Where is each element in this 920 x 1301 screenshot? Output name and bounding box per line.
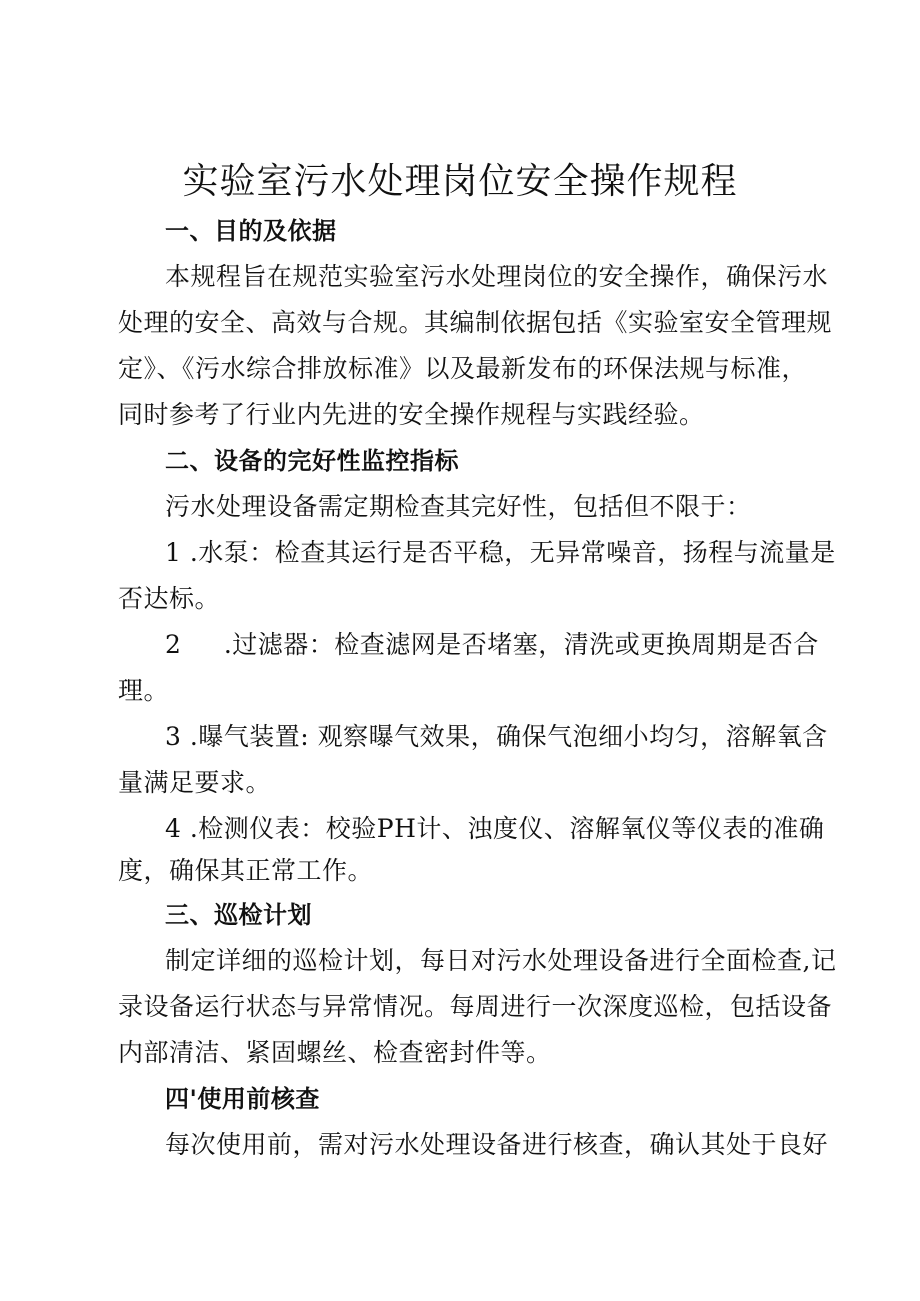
list-item-text: .曝气装置: 观察曝气效果，确保气泡细小均匀，溶解氧含 (181, 722, 828, 751)
list-item-number: 4 (165, 814, 182, 843)
paragraph-line: 制定详细的巡检计划，每日对污水处理设备进行全面检查,记 (165, 946, 837, 975)
section-heading: 二、设备的完好性监控指标 (165, 447, 459, 475)
paragraph-line: 处理的安全、高效与合规。其编制依据包括《实验室安全管理规 (118, 308, 833, 337)
list-item-continuation: 度，确保其正常工作。 (118, 856, 374, 885)
paragraph-line: 本规程旨在规范实验室污水处理岗位的安全操作，确保污水 (165, 262, 829, 291)
list-item-number: 1 (165, 538, 182, 567)
list-item-text: .检测仪表：校验PH计、浊度仪、溶解氧仪等仪表的准确 (181, 814, 825, 843)
list-item-text: .水泵：检查其运行是否平稳，无异常噪音，扬程与流量是 (181, 538, 836, 567)
list-item-text: .过滤器：检查滤网是否堵塞，清洗或更换周期是否合 (215, 630, 819, 659)
list-item (165, 720, 865, 754)
paragraph-line: 每次使用前，需对污水处理设备进行核查，确认其处于良好 (165, 1130, 829, 1159)
list-item-number: 2 (165, 630, 182, 659)
list-item-number: 3 (165, 722, 182, 751)
paragraph-line: 内部清洁、紧固螺丝、检查密封件等。 (118, 1038, 552, 1067)
list-item (165, 812, 865, 846)
paragraph-line: 定》、《污水综合排放标准》以及最新发布的环保法规与标准， (118, 354, 808, 383)
document-title: 实验室污水处理岗位安全操作规程 (182, 161, 738, 202)
list-item (165, 536, 865, 570)
paragraph-line: 录设备运行状态与异常情况。每周进行一次深度巡检，包括设备 (118, 992, 833, 1021)
section-heading: 一、目的及依据 (165, 217, 337, 245)
section-heading: 三、巡检计划 (165, 901, 312, 929)
paragraph-line: 污水处理设备需定期检查其完好性，包括但不限于： (165, 492, 752, 521)
list-item-continuation: 否达标。 (118, 584, 221, 613)
list-item-continuation: 理。 (118, 676, 170, 705)
section-heading: 四'使用前核查 (165, 1085, 320, 1113)
list-item-continuation: 量满足要求。 (118, 768, 272, 797)
paragraph-line: 同时参考了行业内先进的安全操作规程与实践经验。 (118, 400, 705, 429)
list-item (165, 628, 865, 662)
